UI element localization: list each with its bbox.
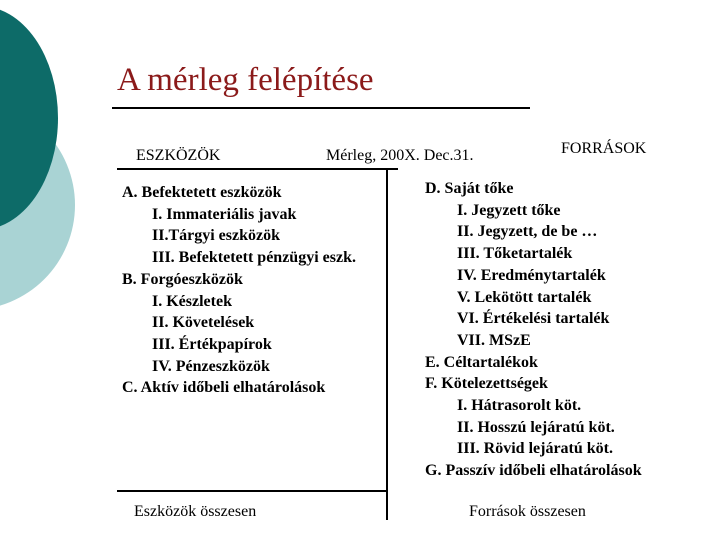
asset-item-receivables: II. Követelések: [152, 314, 255, 332]
source-item-1: I. Jegyzett tőke: [457, 201, 561, 219]
asset-item-b: B. Forgóeszközök: [122, 270, 243, 288]
source-item-d: D. Saját tőke: [425, 180, 514, 197]
source-item-e: E. Céltartalékok: [425, 353, 538, 371]
asset-item-a: A. Befektetett eszközök: [122, 184, 282, 201]
title-underline: [112, 107, 530, 109]
source-item-7: VII. MSzE: [457, 331, 531, 349]
sources-header: FORRÁSOK: [561, 140, 647, 157]
asset-item-securities: III. Értékpapírok: [152, 335, 272, 353]
header-divider: [117, 168, 398, 170]
center-divider: [386, 168, 388, 520]
source-item-4: IV. Eredménytartalék: [457, 266, 606, 284]
sources-list: [425, 178, 642, 482]
source-item-f2: II. Hosszú lejáratú köt.: [457, 418, 615, 436]
page-title: A mérleg felépítése: [117, 62, 374, 98]
assets-list: [122, 182, 356, 399]
asset-item-c: C. Aktív időbeli elhatárolások: [122, 379, 326, 397]
footer-divider: [117, 490, 386, 492]
asset-item-cash: IV. Pénzeszközök: [152, 357, 270, 375]
source-item-2: II. Jegyzett, de be …: [457, 223, 598, 241]
assets-total: Eszközök összesen: [134, 503, 257, 520]
source-item-f: F. Kötelezettségek: [425, 375, 548, 393]
source-item-g: G. Passzív időbeli elhatárolások: [425, 462, 642, 480]
source-item-3: III. Tőketartalék: [457, 245, 573, 263]
asset-item-tangible: II.Tárgyi eszközök: [152, 227, 280, 245]
sources-total: Források összesen: [469, 503, 586, 520]
assets-header: ESZKÖZÖK: [136, 147, 221, 164]
source-item-6: VI. Értékelési tartalék: [457, 310, 610, 328]
source-item-5: V. Lekötött tartalék: [457, 288, 592, 306]
asset-item-inventory: I. Készletek: [152, 292, 232, 310]
asset-item-intangible: I. Immateriális javak: [152, 205, 297, 223]
source-item-f3: III. Rövid lejáratú köt.: [457, 440, 614, 458]
asset-item-financial: III. Befektetett pénzügyi eszk.: [152, 249, 356, 267]
balance-date-header: Mérleg, 200X. Dec.31.: [326, 147, 474, 164]
source-item-f1: I. Hátrasorolt köt.: [457, 397, 582, 415]
